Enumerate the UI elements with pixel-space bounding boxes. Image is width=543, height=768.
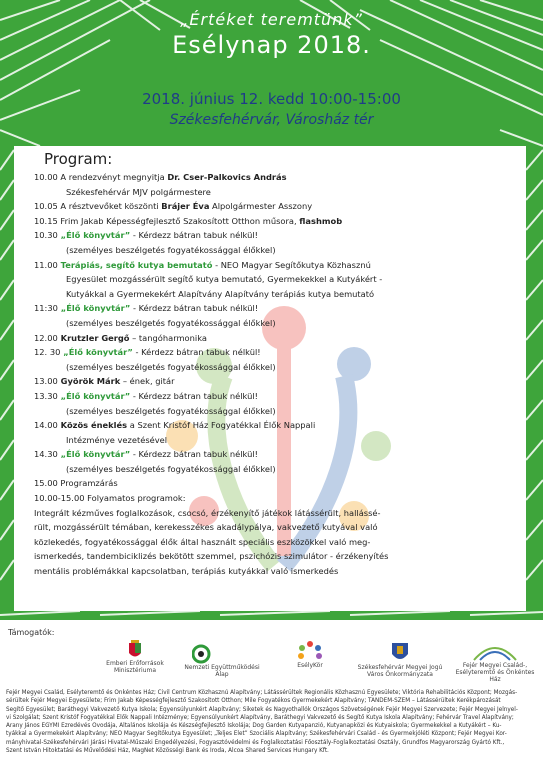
program-line: [34, 506, 514, 521]
program-line: [34, 462, 514, 477]
coat-of-arms-icon: [128, 640, 142, 660]
eselykor-logo-icon: [296, 640, 324, 662]
nea-logo-icon: [192, 644, 252, 664]
program-time: 15.00: [34, 478, 58, 489]
sponsor-house: [455, 642, 535, 683]
program-line: [34, 272, 514, 287]
sponsor-nea-name: Nemzeti Együttműködési Alap: [184, 664, 260, 678]
event-place: Székesfehérvár, Városház tér: [169, 112, 374, 128]
program-line: [34, 491, 514, 506]
program-time: 11:30: [34, 303, 58, 314]
program-text: Programzárás: [57, 478, 118, 489]
partner-line: tyákkal a Gyermekekért Alapítvány; NEO Magyar Segítőkutya Egyesület; „Teljes Élet” Szociális Alapítvány; Székesfehérvári Család - és Gyermekjóléti Központ; Fejér Megyei Kor-: [6, 731, 507, 738]
house-logo-icon: [470, 642, 520, 662]
sponsor-ministry: [100, 640, 170, 674]
program-line: [34, 564, 514, 579]
program-line: [34, 287, 514, 302]
program-time: 13.30: [34, 390, 58, 401]
event-slogan: „Értéket teremtünk”: [180, 10, 363, 29]
program-text: Integrált kézműves foglalkozások, csocsó, érzékenyítő játékok látássérült, hallássé-: [34, 507, 381, 518]
program-text: – ének, gitár: [120, 376, 175, 387]
program-text: (személyes beszélgetés fogyatékossággal élőkkel): [66, 405, 276, 416]
program-line: [34, 447, 514, 462]
program-time: 13.00: [34, 376, 58, 387]
program-line: [34, 345, 514, 360]
program-line: [34, 243, 514, 258]
program-time: 12. 30: [34, 347, 61, 358]
program-time: 10.00: [34, 172, 58, 182]
program-line: [34, 374, 514, 389]
program-line: [34, 228, 514, 243]
program-text: - Kérdezz bátran tabuk nélkül!: [130, 303, 259, 314]
partner-line: Arany János EGYMI Ezredévés Óvodája, Általános Iskolája és Készségfejlesztő Iskolája; Dog Garden Kutyapanzió, Kutyanapközi és Kutyaiskola; Gyermekekkel a Kutyákért – Ku-: [6, 723, 502, 730]
program-time: 10.00-15.00: [34, 493, 85, 504]
program-line: [34, 404, 514, 419]
program-text: ismerkedés, tandembiciklizés bekötött szemmel, pszichózis szimulátor - érzékenyítés: [34, 551, 389, 562]
event-title: Esélynap 2018.: [172, 31, 371, 59]
program-name: Közös éneklés: [57, 420, 128, 431]
program-text: - NEO Magyar Segítőkutya Közhasznú: [212, 259, 371, 270]
partner-line: Fejér Megyei Család, Esélyteremtő és Önkéntes Ház; Civil Centrum Közhasznú Alapítvány; Látássérültek Regionális Közhasznú Egyesülete; Viktória Rehabilitációs Központ; Mozgás-: [6, 690, 518, 696]
program-time: 10.15: [34, 215, 58, 226]
program-text: - Kérdezz bátran tabuk nélkül!: [130, 390, 258, 401]
program-text: közlekedés, fogyatékossággal élők által használt speciális eszközökkel való meg-: [34, 536, 371, 547]
program-text: Egyesület mozgássérült segítő kutya bemutató, Gyermekekkel a Kutyákért -: [66, 274, 383, 285]
supporters-label: Támogatók:: [8, 628, 55, 637]
program-name: Dr. Cser-Palkovics András: [167, 172, 287, 182]
program-line: [34, 331, 514, 346]
sponsor-logos: [100, 640, 540, 684]
partner-line: sérültek Fejér Megyei Egyesülete; Frim Jakab Képességfejlesztő Szakosított Otthon; Mile Fogyatékos Gyermekekért Alapítvány; TANDEM-SZEM – Látássérültek Kerékpározását: [6, 698, 501, 705]
program-text: (személyes beszélgetés fogyatékossággal élőkkel): [66, 317, 276, 328]
program-text: Folyamatos programok:: [84, 493, 186, 504]
sponsor-city-name: Székesfehérvár Megyei Jogú Város Önkormányzata: [357, 664, 443, 678]
partner-line: Segítő Egyesület; Baráthegyi Vakvezető Kutya Iskola; Egyensúlyunkért Alapítvány; Siketek és Nagyothallók Országos Szövetségének Fejér Megyei Szervezete; Fejér Megyei Jelnyel-: [6, 706, 518, 713]
program-name: Györök Márk: [57, 376, 121, 387]
program-time: 11.00: [34, 259, 58, 270]
program-highlight: „Élő könyvtár”: [57, 230, 131, 241]
program-text: a Szent Kristóf Ház Fogyatékkal Élők Nappali: [127, 420, 316, 431]
program-name: flashmob: [299, 215, 343, 226]
program-time: 12.00: [34, 332, 58, 343]
program-line: [34, 389, 514, 404]
program-line: [34, 214, 514, 229]
sponsor-nea: [182, 644, 262, 678]
program-name: Brájer Éva: [161, 201, 210, 212]
program-line: [34, 301, 514, 316]
program-text: A rendezvényt megnyitja: [57, 172, 168, 182]
program-line: [34, 316, 514, 331]
sponsor-ministry-name: Emberi Erőforrások Minisztériuma: [106, 660, 164, 674]
program-highlight: „Élő könyvtár”: [57, 390, 131, 401]
partner-line: mányhivatal-Székesfehérvári Járási Hivatal-Műszaki Engedélyezési, Fogyasztóvédelmi és Foglalkoztatási Főosztály-Foglalkoztatási Osztály, Grundfos Magyarország Gyártó Kft.,: [6, 739, 505, 746]
program-name: Krutzler Gergő: [57, 332, 130, 343]
program-list: [34, 170, 514, 579]
sponsor-eselykor: [280, 640, 340, 669]
program-text: Intézménye vezetésével: [66, 434, 168, 445]
program-line: [34, 418, 514, 433]
program-text: (személyes beszélgetés fogyatékossággal élőkkel): [66, 361, 276, 372]
program-time: 14.30: [34, 449, 58, 460]
program-highlight: „Élő könyvtár”: [60, 347, 133, 358]
program-heading: Program:: [44, 150, 113, 168]
program-highlight: „Élő könyvtár”: [57, 303, 131, 314]
partner-line: Szent István Hitoktatási és Művelődési Ház, MagNet Közösségi Bank és Iroda, Alcoa Shared Services Hungary Kft.: [6, 748, 329, 755]
program-text: - Kérdezz bátran tabuk nélkül!: [130, 449, 258, 460]
program-text: - Kérdezz bátran tabuk nélkül!: [130, 230, 258, 241]
program-text: – tangóharmonika: [129, 332, 207, 343]
sponsor-house-name: Fejér Megyei Család-, Esélyteremtő és Önkéntes Ház: [455, 662, 535, 683]
program-line: [34, 476, 514, 491]
program-text: (személyes beszélgetés fogyatékossággal élőkkel): [66, 244, 276, 255]
program-line: [34, 360, 514, 375]
program-text: Kutyákkal a Gyermekekért Alapítvány Alapítvány terápiás kutya bemutató: [66, 288, 375, 299]
program-time: 10.30: [34, 230, 58, 241]
program-text: rült, mozgássérült témában, kerekesszékes akadálypálya, vakvezető kutyával való: [34, 522, 378, 533]
sponsor-eselykor-name: EsélyKör: [297, 662, 323, 669]
event-header: [0, 10, 543, 59]
program-highlight: Terápiás, segítő kutya bemutató: [57, 259, 213, 270]
program-line: [34, 199, 514, 214]
partner-list: [6, 689, 538, 755]
partner-line: vi Szolgálat; Szent Kristóf Fogyatékkal Élők Nappali Intézménye; Egyensúlyunkért Alapítvány, Baráthegyi Vakvezető és Segítő Kutya Iskola Alapítvány; Fehérvár Travel Alapítvány;: [6, 714, 514, 721]
program-text: Alpolgármester Asszony: [209, 201, 313, 212]
event-date: 2018. június 12. kedd 10:00-15:00: [142, 90, 401, 108]
program-text: mentális problémákkal kapcsolatban, terápiás kutyákkal való ismerkedés: [34, 566, 339, 577]
program-line: [34, 185, 514, 200]
program-line: [34, 170, 514, 185]
program-line: [34, 433, 514, 448]
program-text: (személyes beszélgetés fogyatékossággal élőkkel): [66, 463, 276, 474]
program-line: [34, 549, 514, 564]
program-text: - Kérdezz bátran tabuk nélkül!: [132, 347, 261, 358]
program-line: [34, 535, 514, 550]
program-time: 10.05: [34, 201, 58, 212]
program-line: [34, 258, 514, 273]
program-line: [34, 520, 514, 535]
city-crest-icon: [390, 640, 410, 664]
program-text: Székesfehérvár MJV polgármestere: [66, 186, 211, 197]
program-time: 14.00: [34, 420, 58, 431]
program-text: Frim Jakab Képességfejlesztő Szakosított Otthon műsora,: [57, 215, 300, 226]
sponsor-city: [350, 640, 450, 678]
program-highlight: „Élő könyvtár”: [57, 449, 131, 460]
program-card: [14, 146, 526, 611]
program-text: A résztvevőket köszönti: [57, 201, 162, 212]
